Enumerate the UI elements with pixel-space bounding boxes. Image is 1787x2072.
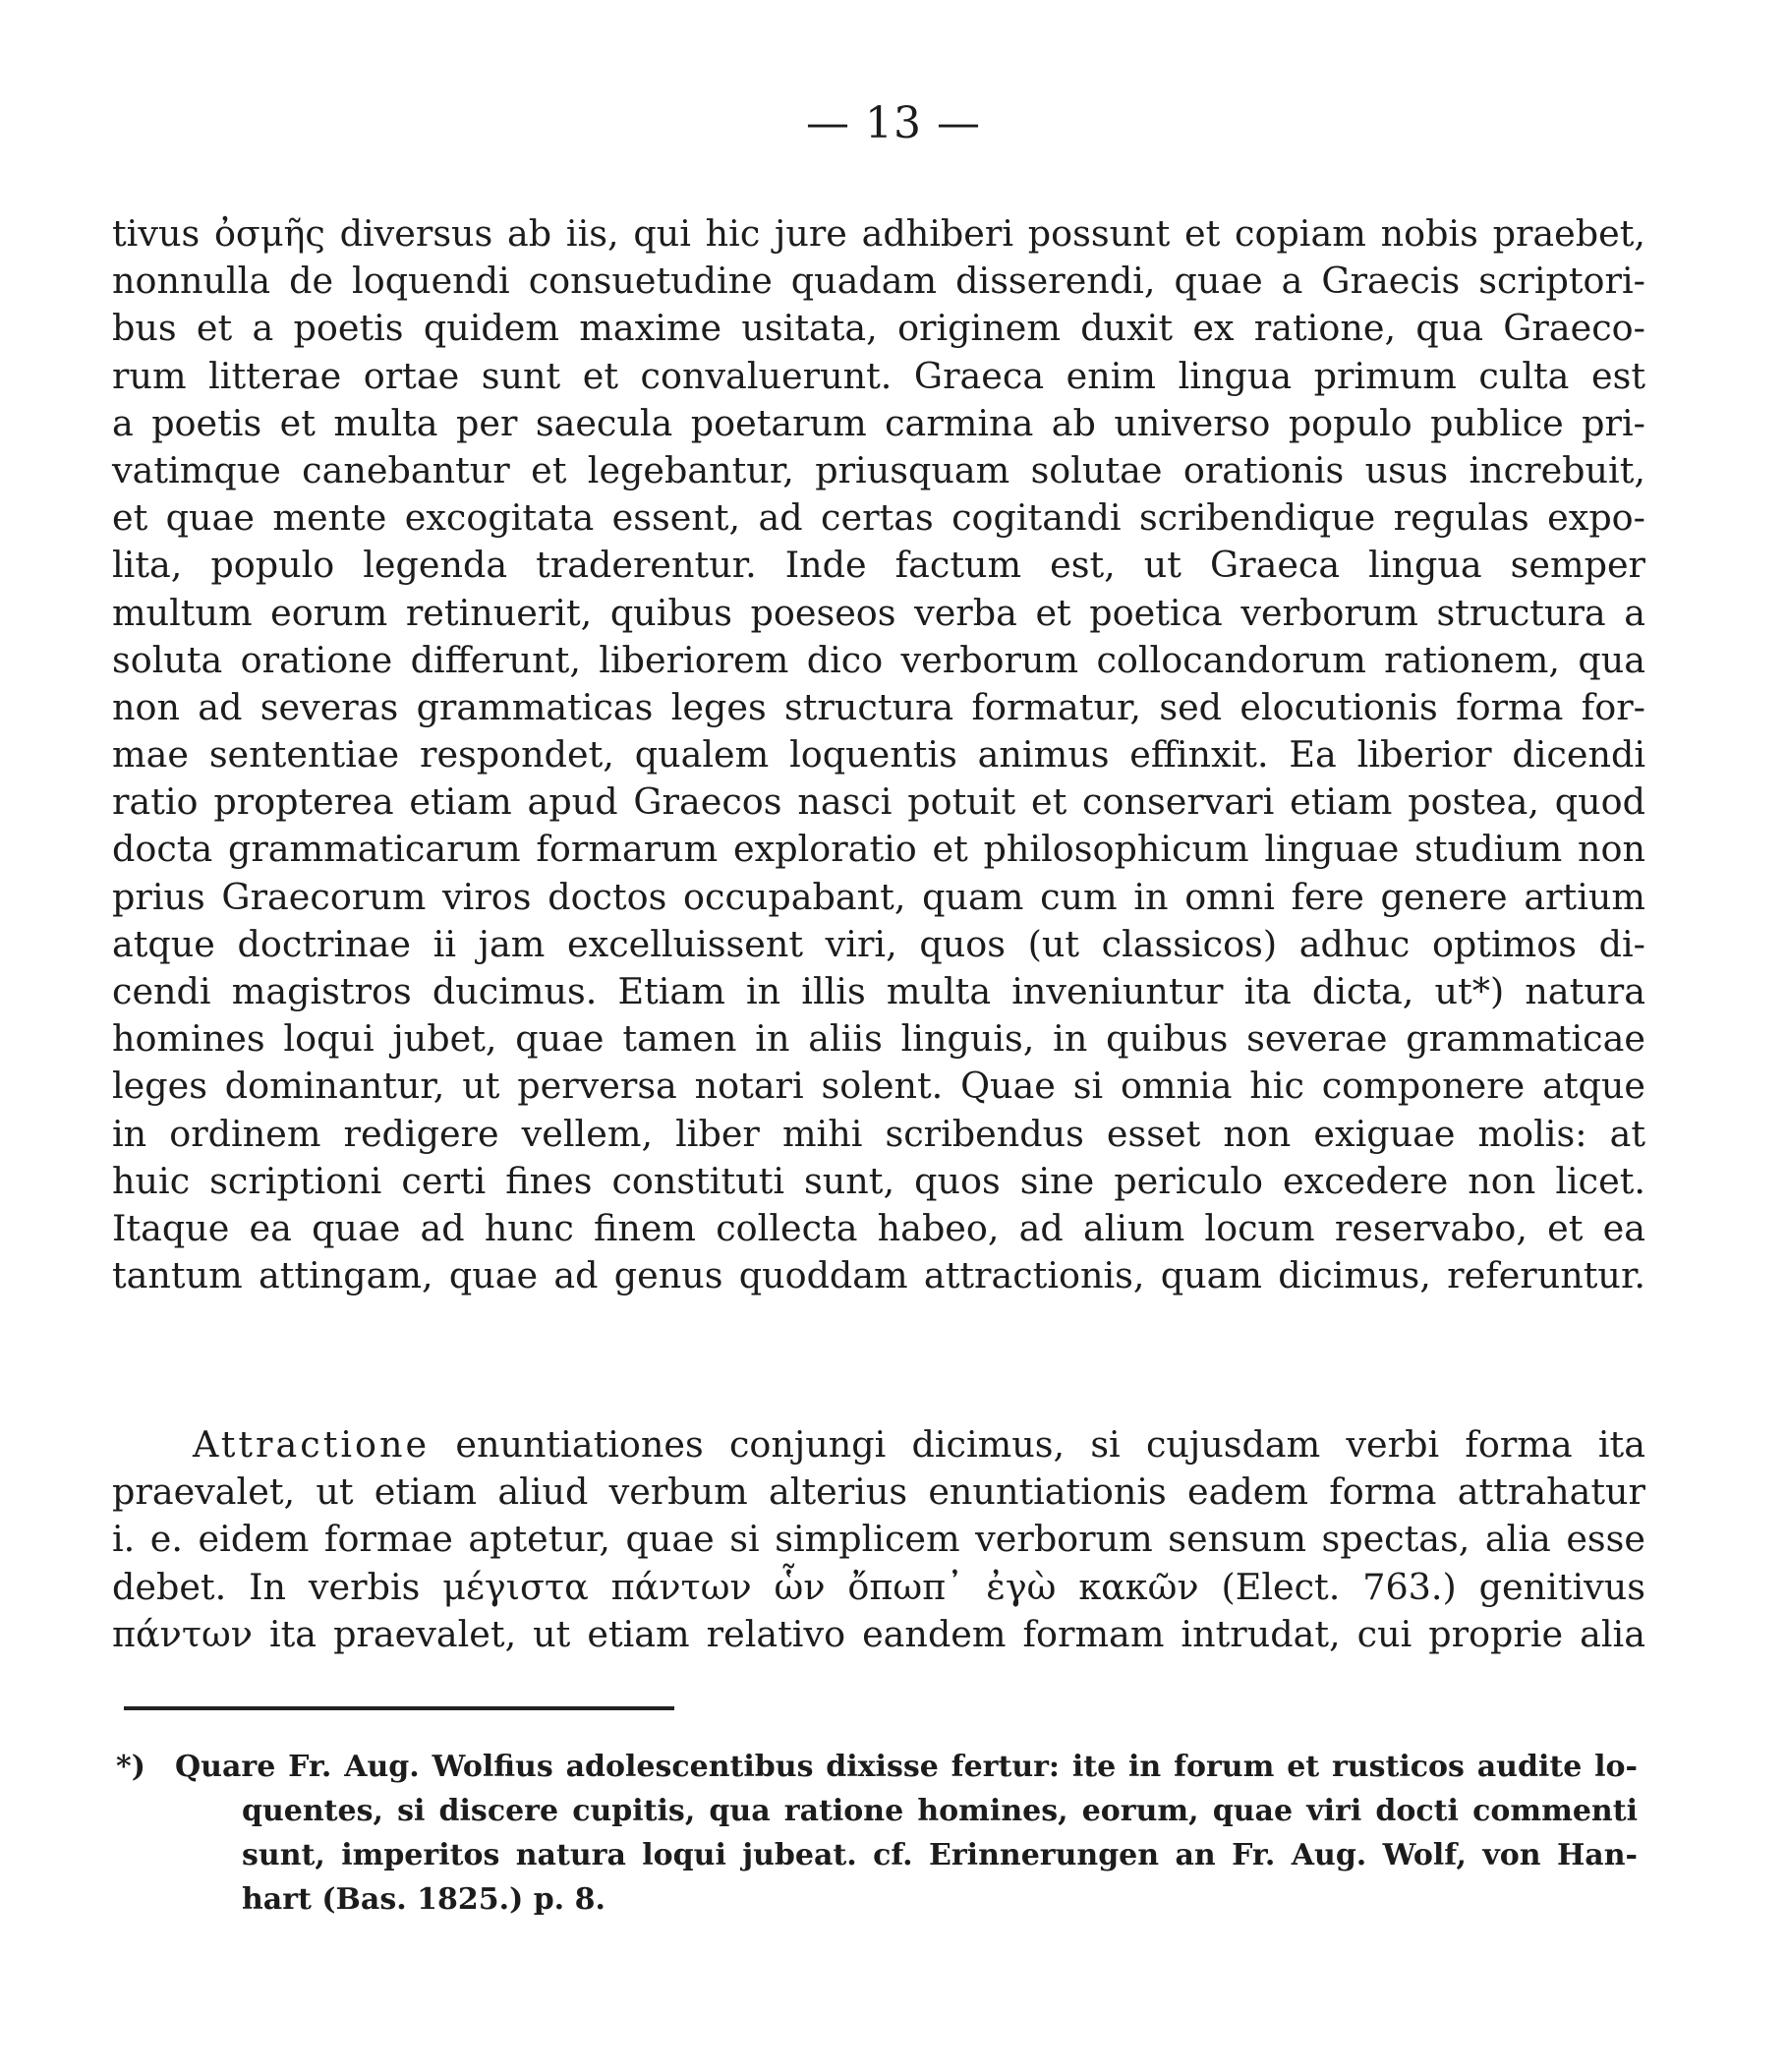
footnote-marker: *) (116, 1750, 145, 1784)
text-line: leges dominantur, ut perversa notari solent. Quae si omnia hic componere atque (112, 1065, 1645, 1108)
text-line: prius Graecorum viros doctos occupabant, quam cum in omni fere genere artium (112, 875, 1645, 918)
text-line: huic scriptioni certi fines constituti sunt, quos sine periculo excedere non licet. (112, 1159, 1645, 1202)
paragraph-2 (112, 1421, 1645, 1658)
text-line: atque doctrinae ii jam excelluissent viri, quos (ut classicos) adhuc optimos di- (112, 922, 1645, 965)
text-line: tantum attingam, quae ad genus quoddam attractionis, quam dicimus, referuntur. (112, 1254, 1645, 1297)
footnote-line: quentes, si discere cupitis, qua ratione homines, eorum, quae viri docti commenti (242, 1794, 1638, 1828)
text-line: bus et a poetis quidem maxime usitata, originem duxit ex ratione, qua Graeco- (112, 307, 1645, 350)
footnote-rule (124, 1706, 674, 1710)
text-line: debet. In verbis μέγιστα πάντων ὧν ὄπωπ᾽ ἐγὼ κακῶν (Elect. 763.) genitivus (112, 1565, 1645, 1608)
text-line: docta grammaticarum formarum exploratio et philosophicum linguae studium non (112, 828, 1645, 871)
text-line: ratio propterea etiam apud Graecos nasci potuit et conservari etiam postea, quod (112, 780, 1645, 824)
text-line: πάντων ita praevalet, ut etiam relativo eandem formam intrudat, cui proprie alia (112, 1612, 1645, 1655)
text-line: lita, populo legenda traderentur. Inde factum est, ut Graeca lingua semper (112, 544, 1645, 587)
text-line (112, 1421, 1645, 1468)
text-line: homines loqui jubet, quae tamen in aliis linguis, in quibus severae grammaticae (112, 1017, 1645, 1061)
text-line: Itaque ea quae ad hunc finem collecta habeo, ad alium locum reservabo, et ea (112, 1206, 1645, 1249)
footnote-line: hart (Bas. 1825.) p. 8. (242, 1882, 605, 1917)
text-line: i. e. eidem formae aptetur, quae si simplicem verborum sensum spectas, alia esse (112, 1518, 1645, 1561)
text-line: rum litterae ortae sunt et convaluerunt. Graeca enim lingua primum culta est (112, 354, 1645, 397)
text-line: non ad severas grammaticas leges structura formatur, sed elocutionis forma for- (112, 685, 1645, 728)
footnote (116, 1745, 1638, 1922)
paragraph-1 (112, 210, 1645, 1299)
text-line: nonnulla de loquendi consuetudine quadam disserendi, quae a Graecis scriptori- (112, 259, 1645, 303)
text-fragment: enuntiationes conjungi dicimus, si cujusdam verbi forma ita (430, 1423, 1645, 1466)
text-line: soluta oratione differunt, liberiorem dico verborum collocandorum rationem, qua (112, 638, 1645, 681)
text-line: vatimque canebantur et legebantur, priusquam solutae orationis usus increbuit, (112, 448, 1645, 491)
text-line: mae sententiae respondet, qualem loquentis animus effinxit. Ea liberior dicendi (112, 733, 1645, 777)
page-number: — 13 — (806, 98, 981, 148)
text-line: a poetis et multa per saecula poetarum carmina ab universo populo publice pri- (112, 401, 1645, 444)
text-line: cendi magistros ducimus. Etiam in illis multa inveniuntur ita dicta, ut*) natura (112, 970, 1645, 1012)
footnote-line (116, 1745, 1638, 1789)
footnote-text: Quare Fr. Aug. Wolfius adolescentibus dixisse fertur: ite in forum et rusticos audite lo- (175, 1750, 1638, 1784)
footnote-line: sunt, imperitos natura loqui jubeat. cf. Erinnerungen an Fr. Aug. Wolf, von Han- (242, 1838, 1638, 1872)
text-line: tivus ὀσμῆς diversus ab iis, qui hic jure adhiberi possunt et copiam nobis praebet, (112, 212, 1645, 255)
text-line: in ordinem redigere vellem, liber mihi scribendus esset non exiguae molis: at (112, 1112, 1645, 1155)
text-line: multum eorum retinuerit, quibus poeseos verba et poetica verborum structura a (112, 591, 1645, 634)
spaced-lead-word: Attractione (193, 1423, 431, 1466)
text-line: praevalet, ut etiam aliud verbum alterius enuntiationis eadem forma attrahatur (112, 1470, 1645, 1514)
text-line: et quae mente excogitata essent, ad certas cogitandi scribendique regulas expo- (112, 496, 1645, 540)
